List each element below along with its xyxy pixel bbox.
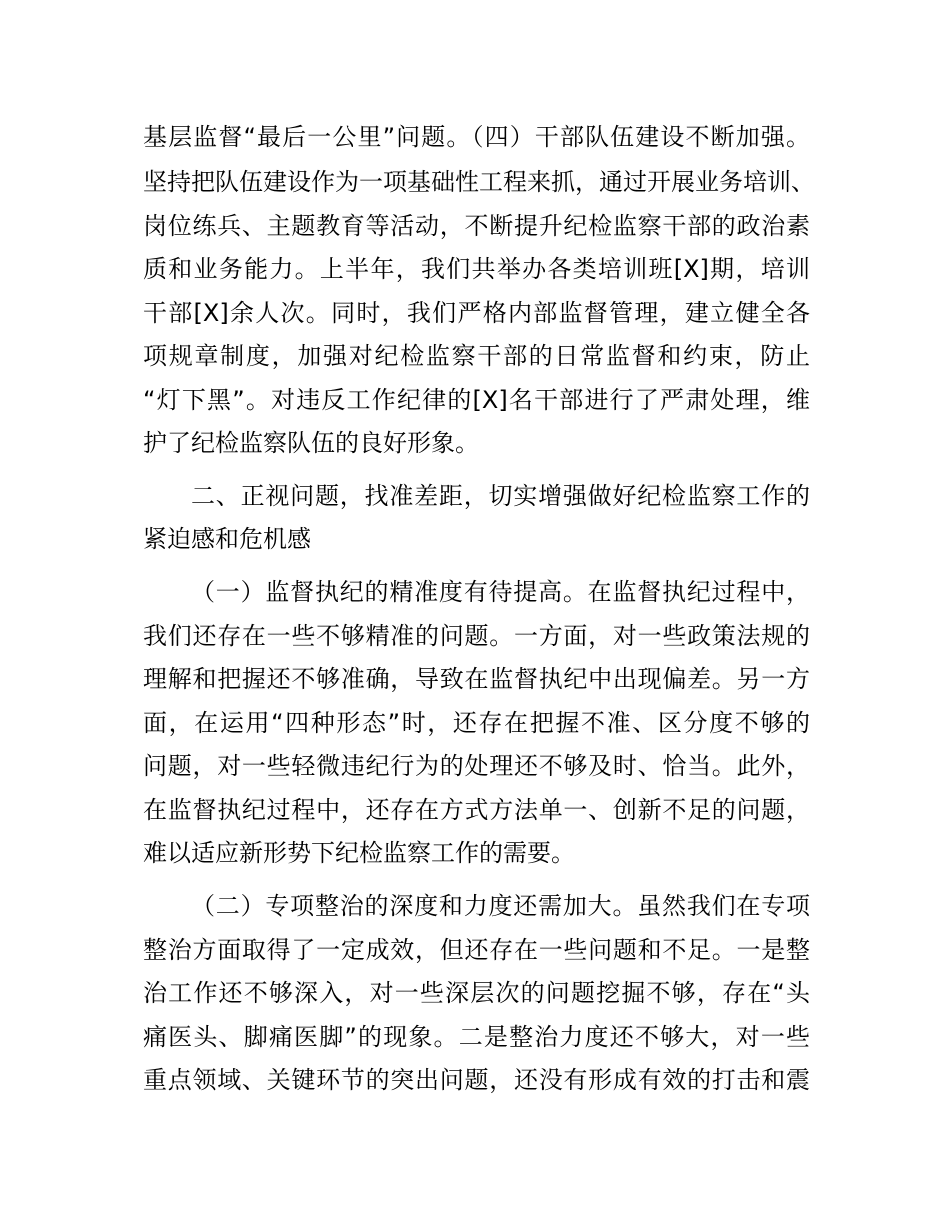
heading-line: 二、正视问题，找准差距，切实增强做好纪检监察工作的 <box>191 482 810 510</box>
text-line: 干部[X]余人次。同时，我们严格内部监督管理，建立健全各 <box>143 299 810 327</box>
text-line: 治工作还不够深入，对一些深层次的问题挖掘不够，存在“头 <box>143 979 810 1007</box>
text-line: 痛医头、脚痛医脚”的现象。二是整治力度还不够大，对一些 <box>143 1023 810 1051</box>
text-line: 质和业务能力。上半年，我们共举办各类培训班[X]期，培训 <box>143 255 810 283</box>
text-line: 项规章制度，加强对纪检监察干部的日常监督和约束，防止 <box>143 342 810 370</box>
text-line: 难以适应新形势下纪检监察工作的需要。 <box>143 839 575 867</box>
text-line: 重点领域、关键环节的突出问题，还没有形成有效的打击和震 <box>143 1066 810 1094</box>
text-line: 我们还存在一些不够精准的问题。一方面，对一些政策法规的 <box>143 622 810 650</box>
text-line: （二）专项整治的深度和力度还需加大。虽然我们在专项 <box>191 892 810 920</box>
text-line: 面，在运用“四种形态”时，还存在把握不准、区分度不够的 <box>143 709 810 737</box>
text-line: 理解和把握还不够准确，导致在监督执纪中出现偏差。另一方 <box>143 665 810 693</box>
text-line: “灯下黑”。对违反工作纪律的[X]名干部进行了严肃处理，维 <box>143 386 810 414</box>
text-line: 岗位练兵、主题教育等活动，不断提升纪检监察干部的政治素 <box>143 212 810 240</box>
text-line: 护了纪检监察队伍的良好形象。 <box>143 429 479 457</box>
text-line: 整治方面取得了一定成效，但还存在一些问题和不足。一是整 <box>143 936 810 964</box>
text-line: 问题，对一些轻微违纪行为的处理还不够及时、恰当。此外， <box>143 752 810 780</box>
heading-line: 紧迫感和危机感 <box>143 525 311 553</box>
text-line: 坚持把队伍建设作为一项基础性工程来抓，通过开展业务培训、 <box>143 168 815 196</box>
text-line: （一）监督执纪的精准度有待提高。在监督执纪过程中， <box>191 578 810 606</box>
text-line: 在监督执纪过程中，还存在方式方法单一、创新不足的问题， <box>143 796 810 824</box>
text-line: 基层监督“最后一公里”问题。（四）干部队伍建设不断加强。 <box>143 123 810 151</box>
